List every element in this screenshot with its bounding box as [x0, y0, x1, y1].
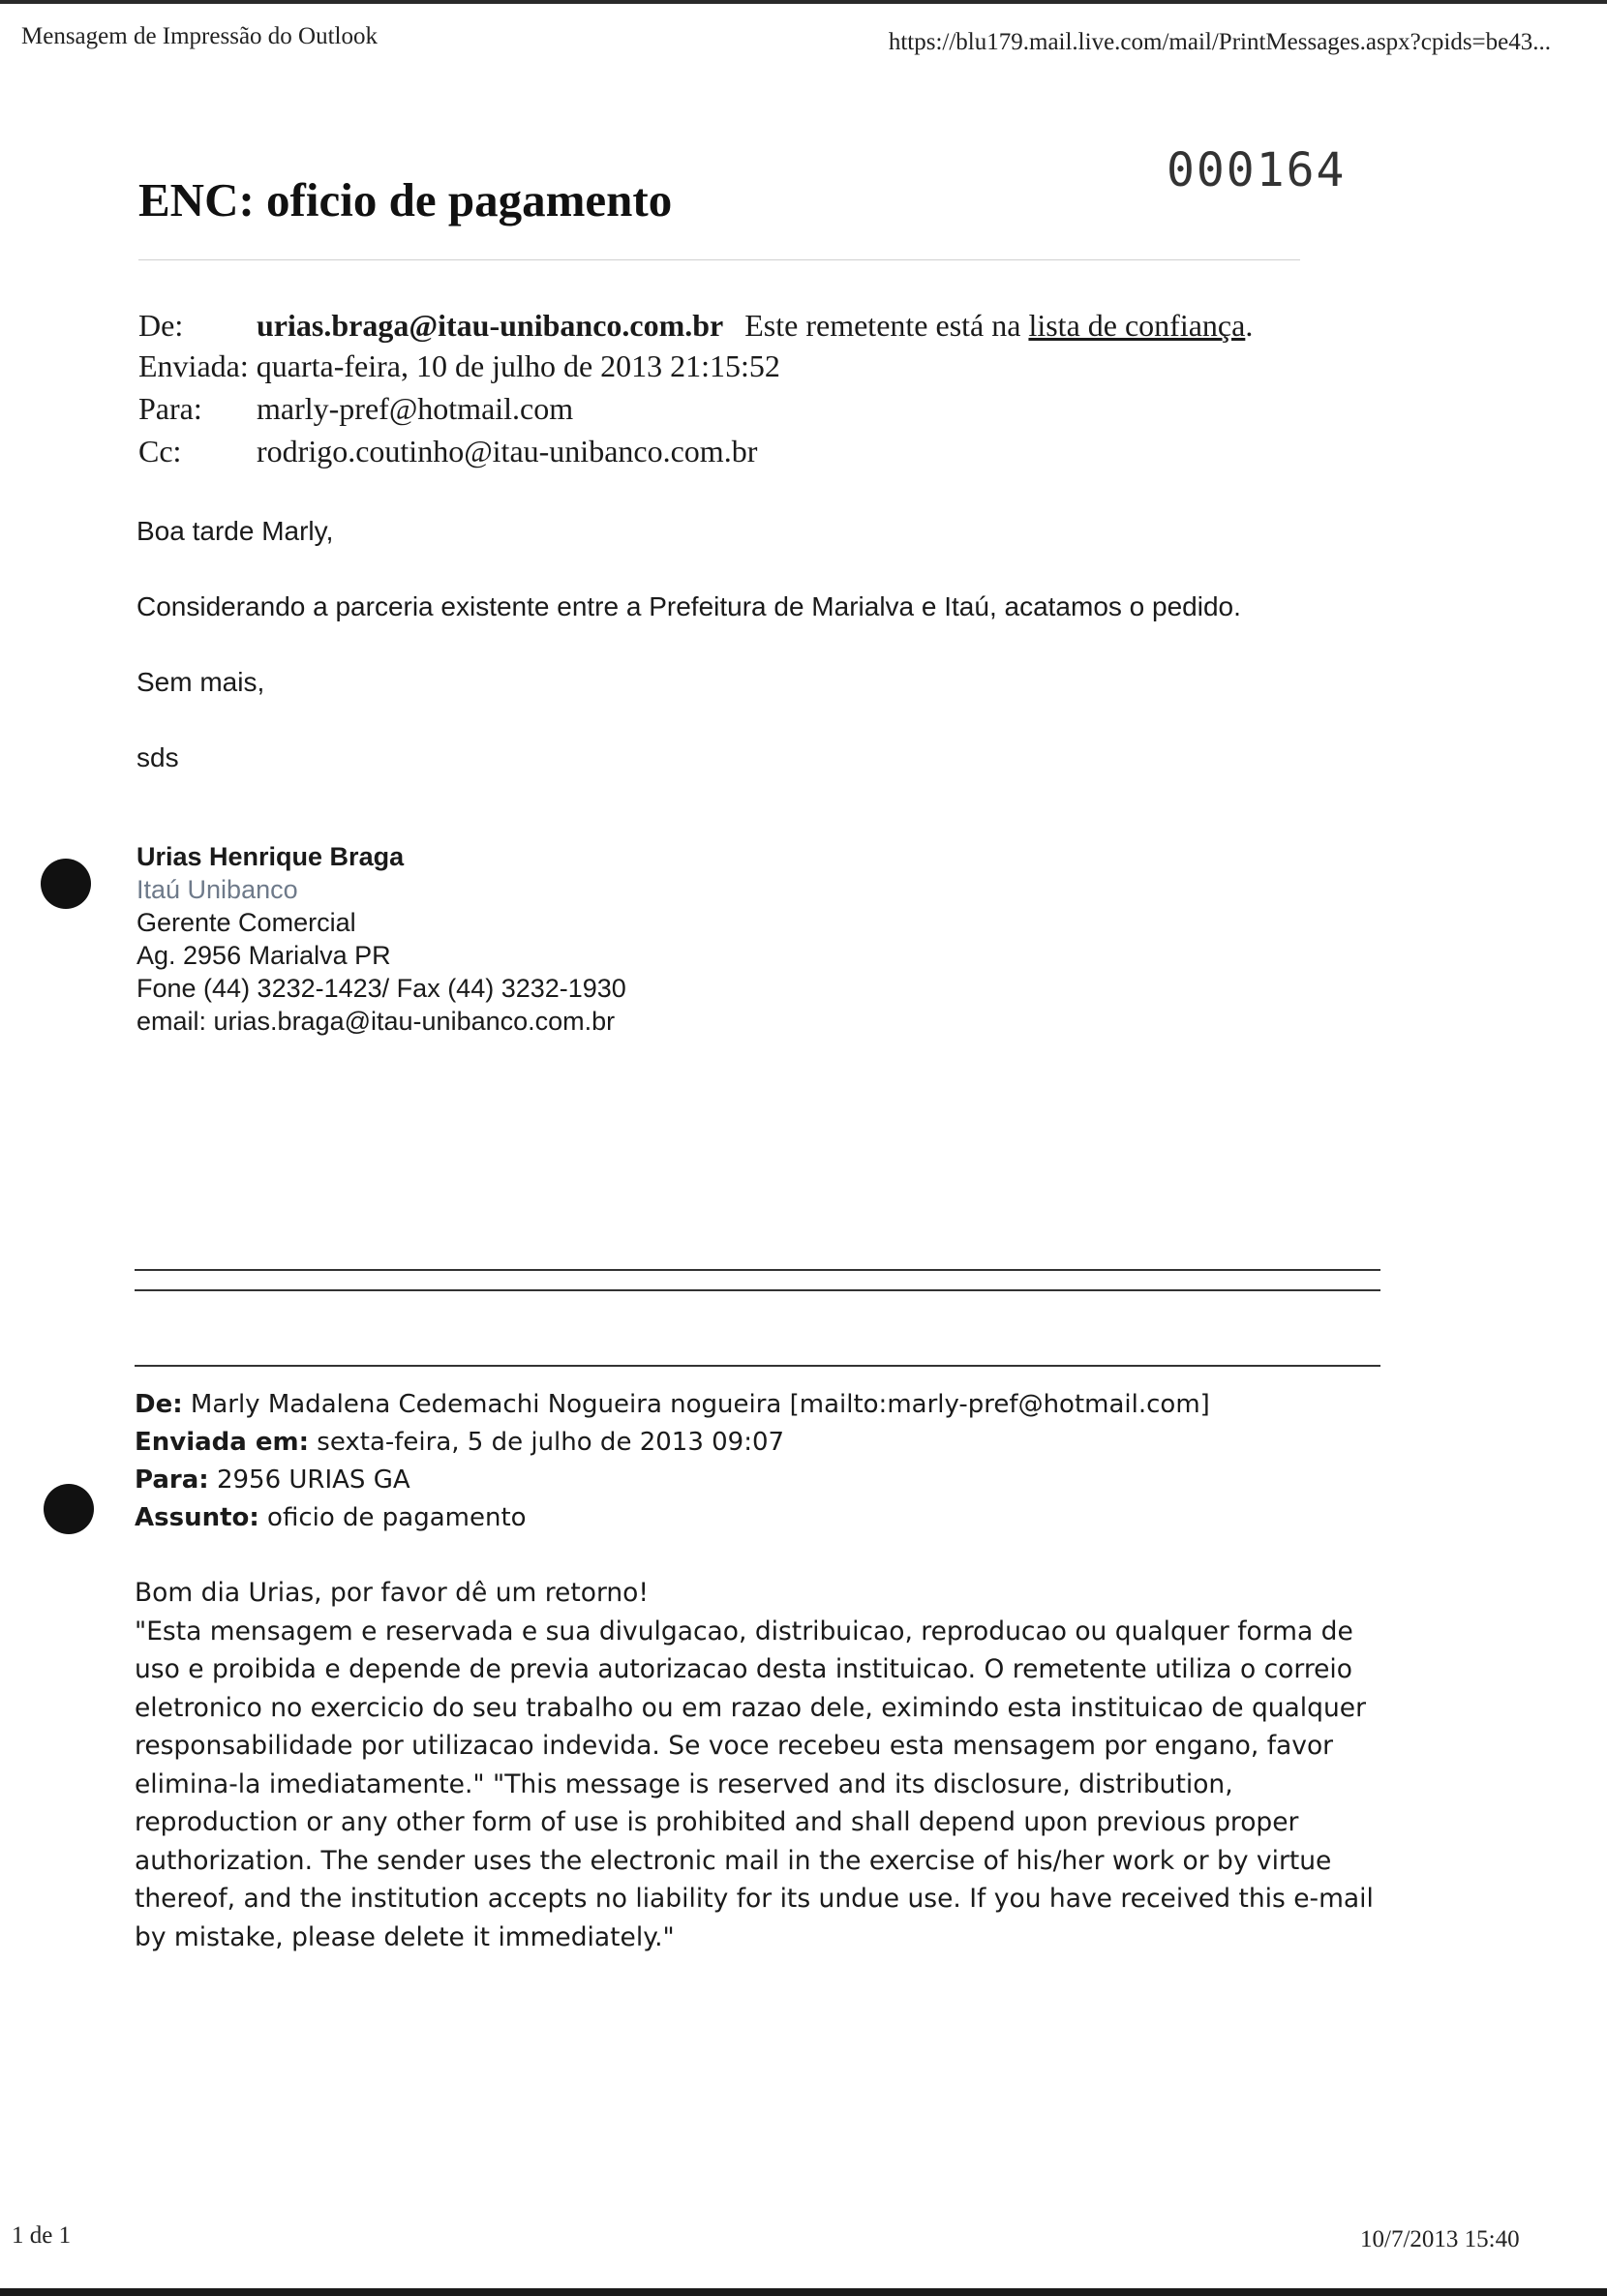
print-header-url: https://blu179.mail.live.com/mail/PrintMessages.aspx?cpids=be43...: [888, 29, 1551, 55]
cc-row: [138, 434, 757, 469]
signature-email: email: urias.braga@itau-unibanco.com.br: [136, 1007, 616, 1036]
signature-role: Gerente Comercial: [136, 908, 356, 937]
fwd-to-row: [135, 1462, 1210, 1499]
fwd-to[interactable]: 2956 URIAS GA: [216, 1465, 410, 1495]
print-header-title: Mensagem de Impressão do Outlook: [21, 23, 378, 49]
trust-period: .: [1245, 308, 1254, 343]
sent-label: Enviada:: [138, 348, 249, 383]
sent-row: [138, 348, 780, 384]
page-count: 1 de 1: [12, 2222, 72, 2249]
signature-phone: Fone (44) 3232-1423/ Fax (44) 3232-1930: [136, 974, 626, 1003]
fwd-from-label: De:: [135, 1390, 183, 1419]
to-label: Para:: [138, 391, 202, 426]
top-edge: [0, 0, 1607, 4]
greeting: Boa tarde Marly,: [136, 516, 334, 546]
from-label: De:: [138, 308, 184, 343]
sign-off: sds: [136, 742, 179, 772]
fwd-subject: oficio de pagamento: [267, 1503, 527, 1532]
fwd-sent-row: [135, 1424, 1210, 1462]
to-address[interactable]: marly-pref@hotmail.com: [257, 391, 574, 426]
fwd-from-row: [135, 1386, 1210, 1424]
divider-rule: [135, 1365, 1380, 1367]
punch-hole-mark: [44, 1484, 94, 1534]
from-row: [138, 308, 1253, 344]
punch-hole-mark: [41, 859, 91, 909]
fwd-sent-label: Enviada em:: [135, 1428, 310, 1457]
message-body: Considerando a parceria existente entre a Prefeitura de Marialva e Itaú, acatamos o pedido.: [136, 591, 1241, 621]
cc-label: Cc:: [138, 434, 182, 468]
forwarded-header: [135, 1386, 1210, 1537]
print-timestamp: 10/7/2013 15:40: [1360, 2226, 1520, 2252]
divider-rule: [135, 1289, 1380, 1291]
sent-date: quarta-feira, 10 de julho de 2013 21:15:52: [256, 348, 780, 383]
signature-branch: Ag. 2956 Marialva PR: [136, 941, 391, 970]
title-divider: [138, 259, 1300, 260]
divider-rule: [135, 1269, 1380, 1271]
trust-note: Este remetente está na: [744, 308, 1021, 343]
signature-company: Itaú Unibanco: [136, 875, 298, 904]
signature-block: [136, 840, 626, 1038]
fwd-to-label: Para:: [135, 1465, 209, 1495]
trusted-list-link[interactable]: lista de confiança: [1028, 308, 1246, 343]
bottom-edge: [0, 2288, 1607, 2296]
forwarded-body: [135, 1574, 1383, 1956]
cc-address[interactable]: rodrigo.coutinho@itau-unibanco.com.br: [257, 434, 758, 468]
fwd-from[interactable]: Marly Madalena Cedemachi Nogueira nogueira [mailto:marly-pref@hotmail.com]: [190, 1390, 1210, 1419]
signature-name: Urias Henrique Braga: [136, 842, 405, 871]
to-row: [138, 391, 573, 427]
fwd-sent: sexta-feira, 5 de julho de 2013 09:07: [317, 1428, 785, 1457]
fwd-disclaimer: "Esta mensagem e reservada e sua divulgacao, distribuicao, reproducao ou qualquer forma de uso e proibida e depende de previa autorizacao desta instituicao. O remetente utiliza o correio eletronico no exercicio do seu trabalho ou em razao dele, eximindo esta instituicao de qualquer responsabilidade por utilizacao indevida. Se voce recebeu esta mensagem por engano, favor elimina-la imediatamente." "This message is reserved and its disclosure, distribution, reproduction or any other form of use is prohibited and shall depend upon previous proper authorization. The sender uses the electronic mail in the exercise of his/her work or by virtue thereof, and the institution accepts no liability for its undue use. If you have received this e-mail by mistake, please delete it immediately.": [135, 1616, 1374, 1952]
document-number-stamp: 000164: [1167, 143, 1347, 197]
fwd-body-line: Bom dia Urias, por favor dê um retorno!: [135, 1578, 650, 1608]
fwd-subject-label: Assunto:: [135, 1503, 259, 1532]
email-subject-title: ENC: oficio de pagamento: [138, 173, 673, 227]
from-address[interactable]: urias.braga@itau-unibanco.com.br: [257, 308, 724, 343]
closing: Sem mais,: [136, 667, 265, 697]
fwd-subject-row: [135, 1499, 1210, 1537]
